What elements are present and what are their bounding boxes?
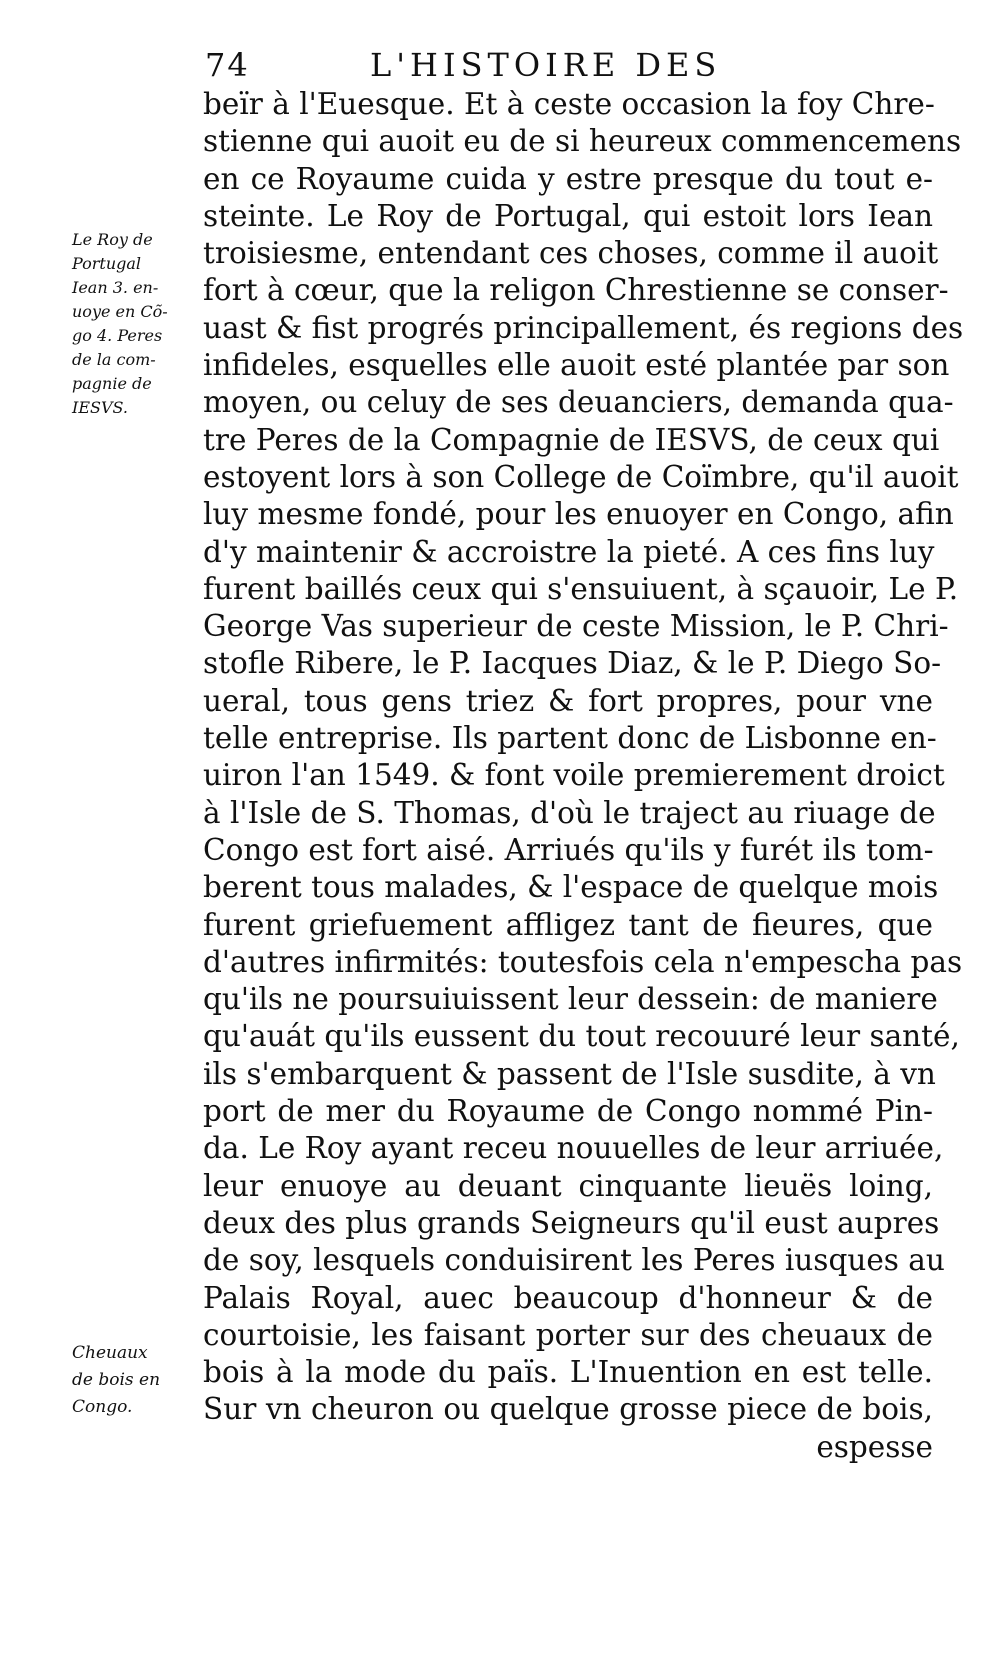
text-line: ueral, tous gens triez & fort propres, pour vne [203,683,933,718]
text-line: Congo est fort aisé. Arriués qu'ils y furét ils tom- [203,832,934,867]
page-header [205,46,905,86]
margin-note-line: Le Roy de [72,230,153,249]
text-line: tre Peres de la Compagnie de IESVS, de ceux qui [203,422,940,457]
text-line: infideles, esquelles elle auoit esté plantée par son [203,348,950,383]
margin-note-roy-portugal [72,228,197,420]
margin-note-line: Congo. [72,1397,133,1417]
text-line: qu'ils ne poursuiuissent leur dessein: de maniere [203,982,938,1017]
text-line: leur enuoye au deuant cinquante lieuës loing, [203,1168,933,1203]
text-line: luy mesme fondé, pour les enuoyer en Congo, afin [203,497,954,532]
margin-note-line: IESVS. [72,398,128,417]
margin-note-line: pagnie de [72,374,152,393]
margin-note-line: Portugal [72,254,142,273]
text-line: uast & fist progrés principallement, és regions des [203,310,964,345]
margin-note-line: Iean 3. en- [72,278,159,297]
text-line: George Vas superieur de ceste Mission, le P. Chri- [203,609,949,644]
margin-note-line: uoye en Cõ- [72,302,168,321]
body-text [203,86,964,1466]
text-line: moyen, ou celuy de ses deuanciers, demanda qua- [203,385,954,420]
running-title: L'HISTOIRE DES [370,46,722,84]
margin-note-line: go 4. Peres [72,326,163,345]
text-line: courtoisie, les faisant porter sur des cheuaux de [203,1317,933,1352]
text-line: Palais Royal, auec beaucoup d'honneur & de [203,1280,933,1315]
text-line: port de mer du Royaume de Congo nommé Pin- [203,1094,933,1129]
text-line: fort à cœur, que la religon Chrestienne se conser- [203,273,949,308]
margin-note-line: de la com- [72,350,156,369]
margin-note-cheuaux [72,1340,197,1421]
text-line: furent griefuement affligez tant de fieures, que [203,907,933,942]
text-line: deux des plus grands Seigneurs qu'il eust aupres [203,1205,940,1240]
text-line: en ce Royaume cuida y estre presque du tout e- [203,161,933,196]
text-line: uiron l'an 1549. & font voile premierement droict [203,758,945,793]
text-line: steinte. Le Roy de Portugal, qui estoit lors Iean [203,198,933,233]
text-line: Sur vn cheuron ou quelque grosse piece de bois, [203,1392,933,1427]
text-line: à l'Isle de S. Thomas, d'où le traject au riuage de [203,795,936,830]
text-line: ils s'embarquent & passent de l'Isle susdite, à vn [203,1056,936,1091]
text-line: furent baillés ceux qui s'ensuiuent, à sçauoir, Le P. [203,571,959,606]
margin-note-line: Cheuaux [72,1343,148,1363]
text-line: bois à la mode du païs. L'Inuention en est telle. [203,1355,933,1390]
text-line: stofle Ribere, le P. Iacques Diaz, & le P. Diego So- [203,646,942,681]
text-line: beïr à l'Euesque. Et à ceste occasion la foy Chre- [203,87,935,121]
text-line: estoyent lors à son College de Coïmbre, qu'il auoit [203,459,959,494]
page-number: 74 [205,46,250,84]
text-line: troisiesme, entendant ces choses, comme il auoit [203,236,939,271]
text-line: telle entreprise. Ils partent donc de Lisbonne en- [203,721,937,756]
text-line: de soy, lesquels conduisirent les Peres iusques au [203,1243,945,1278]
margin-note-line: de bois en [72,1370,161,1390]
text-line: stienne qui auoit eu de si heureux commencemens [203,124,962,159]
catchword: espesse [816,1429,933,1464]
text-line: berent tous malades, & l'espace de quelque mois [203,870,939,905]
text-line: d'autres infirmités: toutesfois cela n'empescha pas [203,944,963,979]
text-line: qu'auát qu'ils eussent du tout recouuré leur santé, [203,1019,960,1054]
text-line: da. Le Roy ayant receu nouuelles de leur arriuée, [203,1131,944,1166]
text-line: d'y maintenir & accroistre la pieté. A ces fins luy [203,534,935,569]
